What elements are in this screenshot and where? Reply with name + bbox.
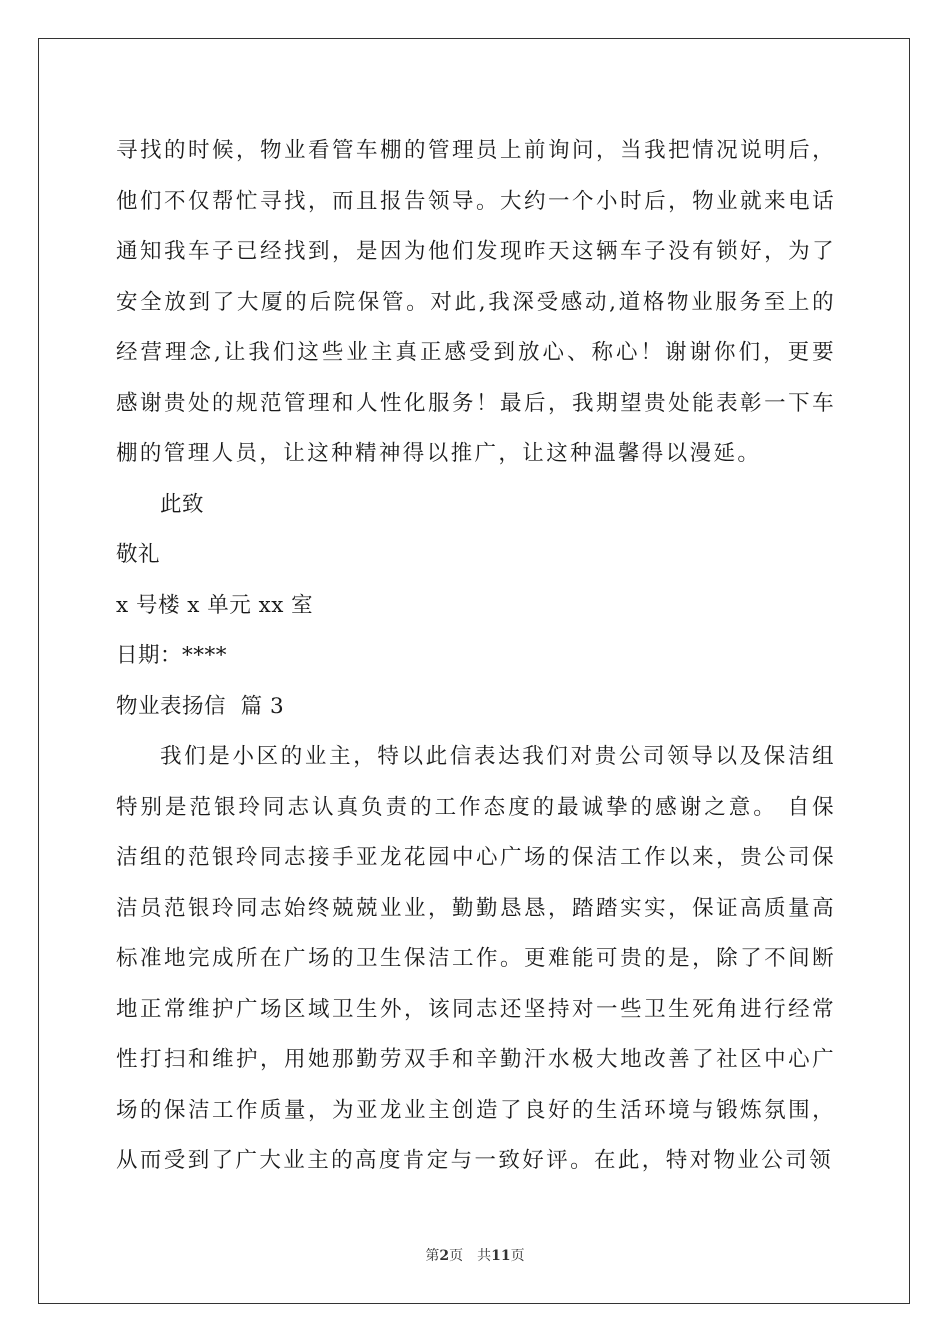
section-title: 物业表扬信 篇 3	[116, 693, 285, 719]
document-body	[116, 126, 836, 1187]
total-pages-suffix: 页	[510, 1248, 525, 1264]
closing-salutation: 此致	[160, 491, 205, 517]
page-number-prefix: 第	[425, 1248, 440, 1264]
page-footer	[0, 1245, 950, 1265]
body-paragraph-1: 寻找的时候，物业看管车棚的管理员上前询问，当我把情况说明后，他们不仅帮忙寻找，而且报告领导。大约一个小时后，物业就来电话通知我车子已经找到，是因为他们发现昨天这辆车子没有锁好，为了安全放到了大厦的后院保管。对此,我深受感动,道格物业服务至上的经营理念,让我们这些业主真正感受到放心、称心！谢谢你们，更要感谢贵处的规范管理和人性化服务！最后，我期望贵处能表彰一下车棚的管理人员，让这种精神得以推广，让这种温馨得以漫延。	[116, 138, 836, 466]
total-pages-prefix: 共	[477, 1248, 492, 1264]
letter-date: 日期：****	[116, 643, 228, 668]
closing-regards: 敬礼	[116, 542, 161, 567]
page-number-suffix: 页	[449, 1248, 464, 1264]
body-paragraph-2: 我们是小区的业主，特以此信表达我们对贵公司领导以及保洁组特别是范银玲同志认真负责的工作态度的最诚挚的感谢之意。 自保洁组的范银玲同志接手亚龙花园中心广场的保洁工作以来，贵公司保洁员范银玲同志始终兢兢业业，勤勤恳恳，踏踏实实，保证高质量高标准地完成所在广场的卫生保洁工作。更难能可贵的是，除了不间断地正常维护广场区域卫生外，该同志还坚持对一些卫生死角进行经常性打扫和维护，用她那勤劳双手和辛勤汗水极大地改善了社区中心广场的保洁工作质量，为亚龙业主创造了良好的生活环境与锻炼氛围，从而受到了广大业主的高度肯定与一致好评。在此，特对物业公司领	[116, 744, 836, 1173]
page-number-current: 2	[439, 1248, 450, 1264]
total-pages-count: 11	[491, 1248, 511, 1264]
sender-address: x 号楼 x 单元 xx 室	[116, 592, 314, 618]
